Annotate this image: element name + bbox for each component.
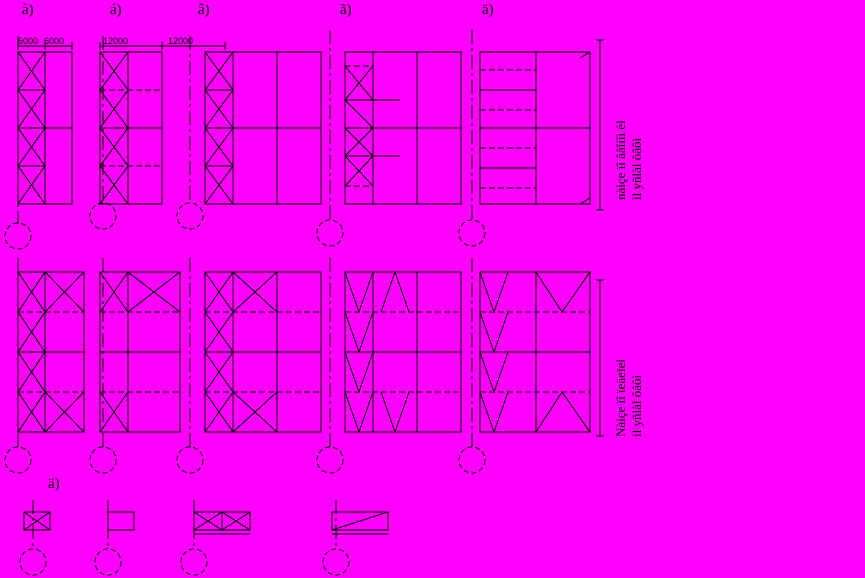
axis-lines-lower xyxy=(18,258,472,448)
note-lower-line2: ìl yñlàl ôâôì xyxy=(629,374,644,437)
section-markers xyxy=(5,203,485,575)
height-bracket-upper xyxy=(596,40,604,210)
height-bracket-lower xyxy=(596,280,604,436)
panel-a-upper xyxy=(18,52,72,204)
dimension-12000-right: 12000 xyxy=(168,36,194,46)
panel-b-upper xyxy=(100,52,162,204)
part-label-d: ã) xyxy=(340,2,352,18)
panel-e-upper xyxy=(480,52,590,204)
note-upper-line1: nàiçe ïî ââîíîì èl xyxy=(613,120,628,200)
panel-b-lower xyxy=(100,272,180,432)
axis-lines-upper xyxy=(18,30,472,224)
note-lower-line1: Nàiçe ïî ïeäeïel xyxy=(613,359,628,437)
dimension-6000-left: 6000 xyxy=(18,36,39,46)
part-label-e: ä) xyxy=(482,2,494,18)
plan-a xyxy=(24,512,50,530)
part-label-a: à) xyxy=(22,2,34,18)
axis-lines-plan xyxy=(33,500,336,550)
dimension-6000-right: 6000 xyxy=(44,36,65,46)
panel-d-lower xyxy=(345,272,461,432)
plan-c xyxy=(194,512,250,534)
panel-c-upper xyxy=(205,52,321,204)
dimension-12000-left: 12000 xyxy=(103,36,129,46)
plan-b xyxy=(108,512,134,530)
part-label-b: á) xyxy=(110,2,122,18)
panel-e-lower xyxy=(480,272,590,432)
panel-a-lower xyxy=(18,272,84,432)
panel-c-lower xyxy=(205,272,321,432)
panel-d-upper xyxy=(345,52,461,204)
plan-d xyxy=(332,512,388,534)
part-label-c: â) xyxy=(198,2,210,18)
part-label-plan: ä) xyxy=(48,476,60,492)
note-upper-line2: ìl yñlàl ôâôì xyxy=(629,137,644,200)
